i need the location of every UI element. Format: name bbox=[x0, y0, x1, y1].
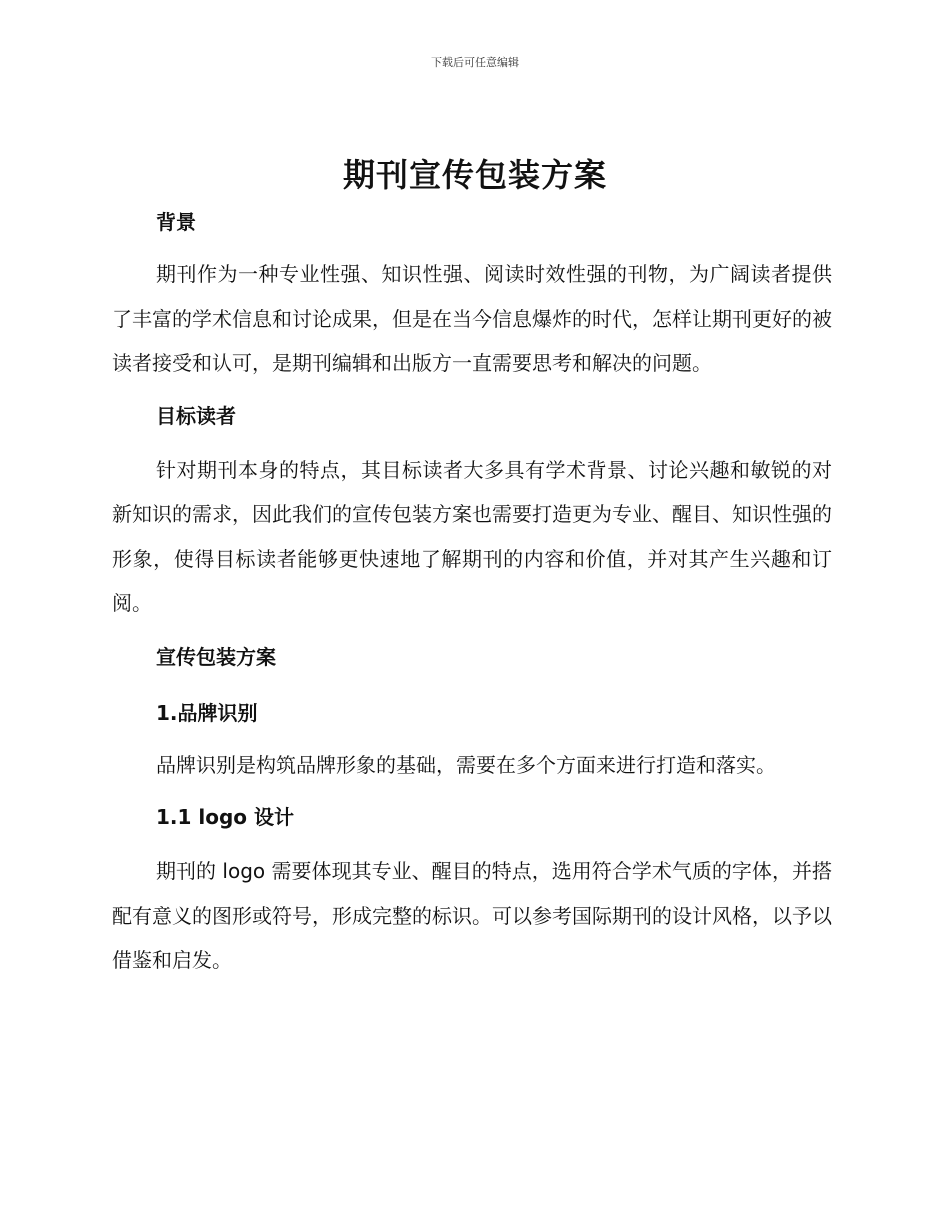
subsection-paragraph-logo-design: 期刊的 logo 需要体现其专业、醒目的特点，选用符合学术气质的字体，并搭配有意义的图形或符号，形成完整的标识。可以参考国际期刊的设计风格，以予以借鉴和启发。 bbox=[112, 859, 832, 972]
section-heading-target-readers: 目标读者 bbox=[156, 403, 236, 428]
section-heading-promotion-scheme: 宣传包装方案 bbox=[156, 644, 276, 669]
section-paragraph-target-readers: 针对期刊本身的特点，其目标读者大多具有学术背景、讨论兴趣和敏锐的对新知识的需求，因此我们的宣传包装方案也需要打造更为专业、醒目、知识性强的形象，使得目标读者能够更快速地了解期刊的内容和价值，并对其产生兴趣和订阅。 bbox=[112, 457, 832, 615]
section-paragraph-background: 期刊作为一种专业性强、知识性强、阅读时效性强的刊物，为广阔读者提供了丰富的学术信息和讨论成果，但是在当今信息爆炸的时代，怎样让期刊更好的被读者接受和认可，是期刊编辑和出版方一直需要思考和解决的问题。 bbox=[112, 262, 832, 375]
subsection-heading-logo-design: 1.1 logo 设计 bbox=[156, 805, 295, 829]
page-header: 下载后可任意编辑 bbox=[431, 56, 519, 69]
document-title: 期刊宣传包装方案 bbox=[342, 156, 607, 194]
document-body bbox=[112, 204, 832, 983]
subsection-heading-brand-identity: 1.品牌识别 bbox=[156, 700, 258, 725]
subsection-paragraph-brand-identity: 品牌识别是构筑品牌形象的基础，需要在多个方面来进行打造和落实。 bbox=[156, 752, 776, 777]
section-heading-background: 背景 bbox=[156, 210, 196, 234]
